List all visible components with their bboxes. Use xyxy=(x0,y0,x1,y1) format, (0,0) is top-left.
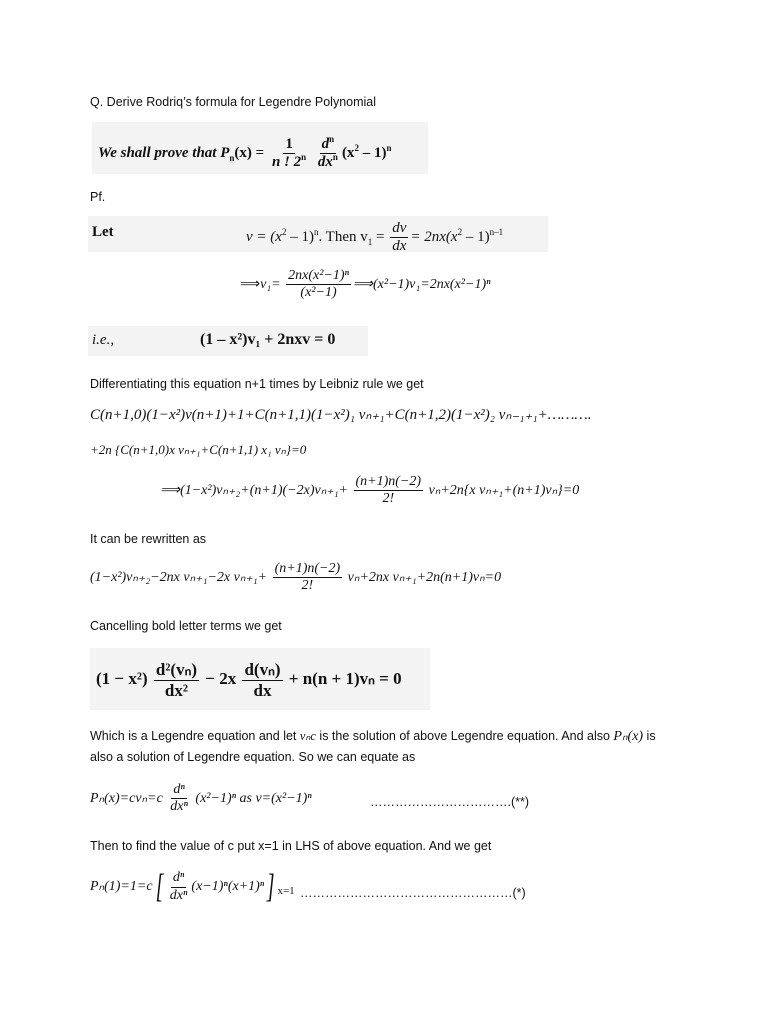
claim-frac2-num-sup: n xyxy=(329,134,335,144)
which-c: is xyxy=(643,729,656,743)
claim-frac1-num: 1 xyxy=(283,136,295,154)
final-fraction xyxy=(168,870,190,903)
equate-reference: …………………………….(**) xyxy=(370,795,530,809)
let-expression xyxy=(246,220,503,256)
let-expr2: – 1) xyxy=(286,229,314,246)
cancelling-text: Cancelling bold letter terms we get xyxy=(90,619,282,633)
which-a: Which is a Legendre equation and let xyxy=(90,729,300,743)
legendre-num1: d²(vₙ) xyxy=(155,660,198,679)
rewritten-fraction xyxy=(273,561,343,594)
equate-fraction xyxy=(168,782,190,815)
differentiating-text: Differentiating this equation n+1 times by Leibniz rule we get xyxy=(90,377,424,391)
ie-line-image xyxy=(88,326,368,356)
let-expr5-sup: 2 xyxy=(457,227,463,238)
let-expr1-sup: 2 xyxy=(281,227,287,238)
claim-frac1-den: n ! 2 xyxy=(271,154,302,171)
final-sub: x=1 xyxy=(277,885,295,898)
final-reference: ……………………………………………(*) xyxy=(300,886,526,900)
let-word: Let xyxy=(92,224,114,240)
let-expr3-sub: 1 xyxy=(367,237,373,248)
equate-left: Pₙ(x)=cvₙ=c xyxy=(90,790,163,806)
legendre-equation-image xyxy=(90,648,430,710)
claim-tail2: – 1) xyxy=(358,145,387,162)
legendre-fraction-2 xyxy=(242,660,282,700)
which-v: vₙc xyxy=(299,729,316,743)
let-expr5: = 2nx(x xyxy=(410,229,458,246)
right-bracket: ] xyxy=(266,868,275,905)
let-expr3: . Then v xyxy=(318,229,368,246)
claim-lhs: P xyxy=(220,145,230,162)
claim-formula-image xyxy=(92,122,428,174)
claim-fraction-2 xyxy=(316,136,340,172)
let-expr6-sup: n–1 xyxy=(489,227,504,238)
implies1-num: 2nx(x²−1)ⁿ xyxy=(286,268,351,285)
final-den: dxⁿ xyxy=(169,887,188,903)
claim-fraction-1 xyxy=(270,136,308,172)
proof-label: Pf. xyxy=(90,190,106,204)
implies1-rest: ⟹(x²−1)v₁=2nx(x²−1)ⁿ xyxy=(352,276,491,292)
rewritten-num: (n+1)n(−2) xyxy=(273,561,343,578)
legendre-c: + n(n + 1)vₙ = 0 xyxy=(288,668,402,688)
claim-tail-sup: 2 xyxy=(354,143,359,154)
claim-frac2-num: d xyxy=(321,136,330,152)
let-line-image xyxy=(88,216,548,255)
claim-tail: (x xyxy=(341,145,355,162)
implies-line-2 xyxy=(160,474,579,507)
claim-lhs-arg: (x) = xyxy=(234,145,265,162)
claim-tail2-sup: n xyxy=(386,143,392,154)
legendre-den2: dx xyxy=(253,680,272,700)
implies2-fraction xyxy=(354,474,424,507)
final-mid: (x−1)ⁿ(x+1)ⁿ xyxy=(191,879,265,895)
rewritten-right: vₙ+2nx vₙ₊₁+2n(n+1)vₙ=0 xyxy=(347,569,502,585)
claim-frac2-den: dx xyxy=(317,154,333,171)
rewritten-equation xyxy=(90,561,501,594)
which-p: Pₙ(x) xyxy=(613,729,644,744)
legendre-den1: dx² xyxy=(164,680,188,700)
then-text: Then to find the value of c put x=1 in LHS of above equation. And we get xyxy=(90,839,492,853)
legendre-b: − 2x xyxy=(205,668,237,688)
leibniz-line-2: +2n {C(n+1,0)x vₙ₊₁+C(n+1,1) x₁ vₙ}=0 xyxy=(90,442,307,457)
legendre-a: (1 − x²) xyxy=(96,668,148,688)
v1-label: v₁= xyxy=(260,276,281,292)
ie-expression: (1 – x²)v₁ + 2nxv = 0 xyxy=(200,331,336,348)
let-expr4: = xyxy=(372,229,385,246)
implies2-right: vₙ+2n{x vₙ₊₁+(n+1)vₙ}=0 xyxy=(428,482,580,498)
legendre-fraction-1 xyxy=(154,660,199,700)
left-bracket: [ xyxy=(155,868,164,905)
dv-num: dv xyxy=(390,220,408,238)
implies2-num: (n+1)n(−2) xyxy=(354,474,424,491)
let-expr2-sup: n xyxy=(313,227,319,238)
rewritten-left: (1−x²)vₙ₊₂−2nx vₙ₊₁−2x vₙ₊₁+ xyxy=(90,569,268,585)
implies2-den: 2! xyxy=(382,491,395,507)
dv-dx-fraction xyxy=(390,220,408,256)
implies1-den: (x²−1) xyxy=(300,285,337,301)
rewritten-den: 2! xyxy=(301,578,314,594)
which-b: is the solution of above Legendre equation. And also xyxy=(315,729,614,743)
final-equation xyxy=(90,870,295,904)
claim-frac2-den-sup: n xyxy=(332,152,338,163)
equate-den: dxⁿ xyxy=(170,799,188,815)
equate-mid: (x²−1)ⁿ as v=(x²−1)ⁿ xyxy=(195,790,312,806)
legendre-num2: d(vₙ) xyxy=(244,660,281,679)
implies-line-1 xyxy=(240,268,491,301)
rewritten-text: It can be rewritten as xyxy=(90,532,207,546)
which-line-2: also a solution of Legendre equation. So we can equate as xyxy=(90,750,416,764)
claim-lhs-sub: n xyxy=(229,153,235,164)
leibniz-line-1: C(n+1,0)(1−x²)v(n+1)+1+C(n+1,1)(1−x²)₁ vₙ₊₁+C(n+1,2)(1−x²)₂ vₙ₋₁₊₁+………. xyxy=(90,407,592,423)
ie-label: i.e., xyxy=(92,332,115,348)
implies1-fraction xyxy=(286,268,351,301)
let-expr6: – 1) xyxy=(462,229,490,246)
which-line-1 xyxy=(90,728,656,745)
implies-arrow-1: ⟹ xyxy=(240,276,261,292)
dx-den: dx xyxy=(392,238,407,255)
final-left: Pₙ(1)=1=c xyxy=(90,879,153,895)
implies2-left: ⟹(1−x²)vₙ₊₂+(n+1)(−2x)vₙ₊₁+ xyxy=(160,482,349,498)
let-expr1: v = (x xyxy=(246,229,282,246)
legendre-equation xyxy=(96,660,402,700)
equate-equation xyxy=(90,782,312,815)
claim-frac1-den-sup: n xyxy=(301,152,307,163)
final-num: dⁿ xyxy=(171,870,186,887)
claim-prefix: We shall prove that xyxy=(98,145,221,162)
question-title: Q. Derive Rodriq’s formula for Legendre Polynomial xyxy=(90,95,377,109)
equate-num: dⁿ xyxy=(171,782,186,799)
